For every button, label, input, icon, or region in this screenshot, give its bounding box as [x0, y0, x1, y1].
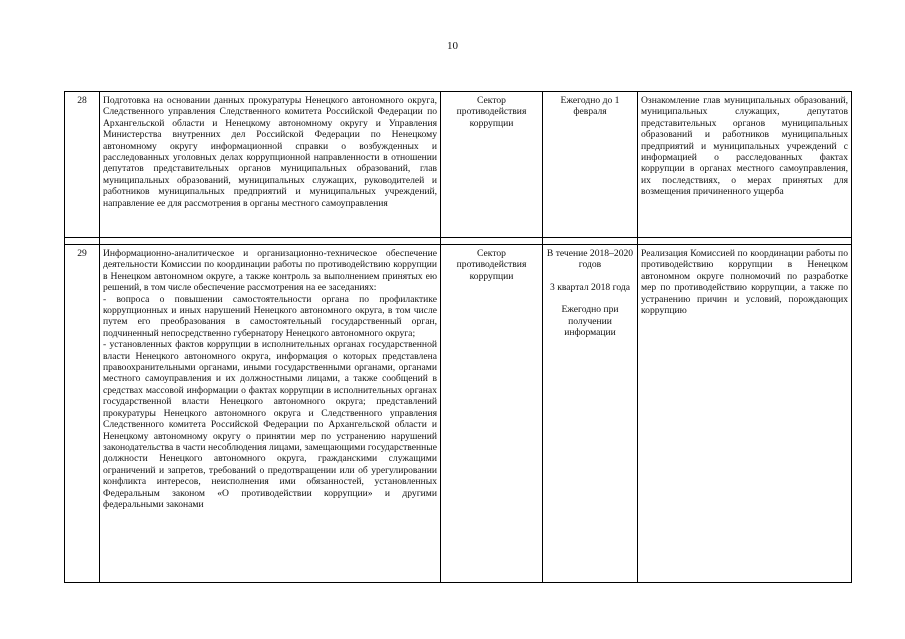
row-spacer [65, 238, 852, 245]
executor-cell: Сектор противодействия коррупции [441, 92, 543, 238]
action-plan-table [64, 91, 852, 583]
executor-cell: Сектор противодействия коррупции [441, 245, 543, 583]
table-row [65, 92, 852, 238]
page-number: 10 [447, 40, 458, 52]
result-cell: Ознакомление глав муниципальных образований, муниципальных служащих, депутатов представительных органов муниципальных образований и работников муниципальных предприятий и муниципальных учреждений с информацией о расследованных фактах коррупции в органах местного самоуправления, их последствиях, о мерах принятых для возмещения причиненного ущерба [638, 92, 852, 238]
action-intro: Информационно-аналитическое и организационно-техническое обеспечение деятельности Комиссии по координации работы по противодействию коррупции в Ненецком автономном округе, а также контроль за выполнением принятых ею решений, в том числе обеспечение рассмотрения на ее заседаниях: [103, 248, 437, 294]
term-cell [543, 245, 638, 583]
row-number: 28 [65, 92, 100, 238]
row-number: 29 [65, 245, 100, 583]
action-cell [100, 245, 441, 583]
term-annual: Ежегодно при получении информации [561, 304, 619, 339]
term-period: В течение 2018–2020 годов [546, 248, 634, 271]
term-cell: Ежегодно до 1 февраля [543, 92, 638, 238]
action-item: - установленных фактов коррупции в исполнительных органах государственной власти Ненецкого автономного округа, информация о которых представлена правоохранительными органами, иными государственными органами, органами местного самоуправления и их должностными лицами, а также сообщений в средствах массовой информации о фактах коррупции в исполнительных органах государственной власти Ненецкого автономного округа; представлений прокуратуры Ненецкого автономного округа и Следственного управления Следственного комитета Российской Федерации по Архангельской области и Ненецкому автономному округу о принятии мер по устранению нарушений законодательства в части несоблюдения лицами, замещающими государственные должности Ненецкого автономного округа, гражданскими служащими ограничений и запретов, требований о предотвращении или об урегулировании конфликта интересов, неисполнения ими обязанностей, установленных Федеральным законом «О противодействии коррупции» и другими федеральными законами [103, 339, 437, 510]
table-row [65, 245, 852, 583]
result-cell: Реализация Комиссией по координации работы по противодействию коррупции в Ненецком автономном округе полномочий по разработке мер по противодействию коррупции, а также по устранению причин и условий, порождающих коррупцию [638, 245, 852, 583]
term-quarter: 3 квартал 2018 года [550, 281, 630, 293]
action-cell: Подготовка на основании данных прокуратуры Ненецкого автономного округа, Следственного управления Следственного комитета Российской Федерации по Архангельской области и Ненецкому автономному округу и Управления Министерства внутренних дел Российской Федерации по Ненецкому автономному округу информационной справки о возбужденных и расследованных уголовных делах коррупционной направленности в отношении депутатов представительных органов муниципальных образований, глав муниципальных образований, муниципальных служащих, руководителей и работников муниципальных предприятий и муниципальных учреждений, направление ее для рассмотрения в органы местного самоуправления [100, 92, 441, 238]
action-item: - вопроса о повышении самостоятельности органа по профилактике коррупционных и иных нарушений Ненецкого автономного округа, в том числе путем его преобразования в самостоятельный государственный орган, подчиненный непосредственно губернатору Ненецкого автономного округа; [103, 293, 437, 339]
